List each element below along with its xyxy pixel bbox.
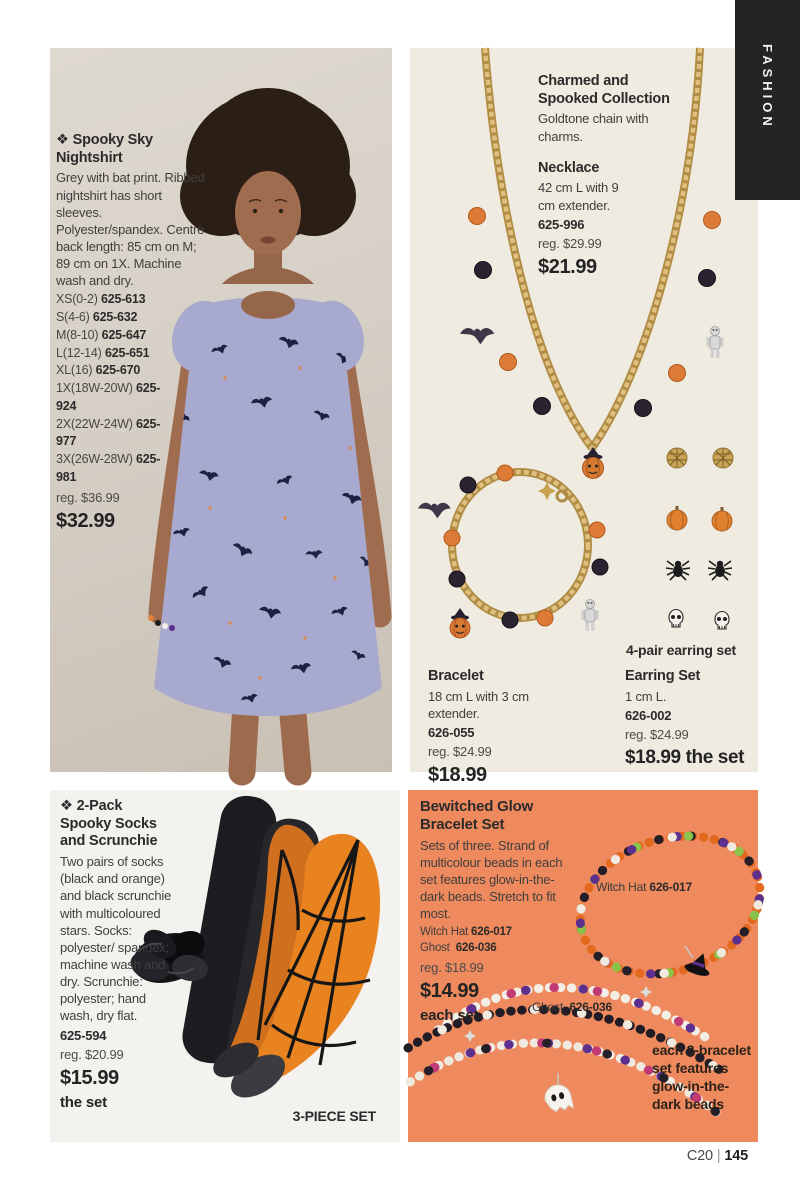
nightshirt-reg-price: reg. $36.99 <box>56 489 120 505</box>
socks-description: Two pairs of socks (black and orange) and black scrunchie with multicoloured stars. Socks: polyester/ spandex; machine wash and dry. Scrunchie: polyester; hand wash, dry flat. <box>60 854 172 1024</box>
skull-earring-icon <box>669 610 683 628</box>
necklace-name: Necklace <box>538 159 600 176</box>
size-label: 1X(18W-20W) <box>56 381 133 396</box>
nightshirt-photo-panel <box>50 48 392 772</box>
item-code: 625-977 <box>56 416 161 449</box>
web-earring-icon <box>713 448 733 468</box>
diamond-bullet-icon: ❖ <box>56 132 69 148</box>
item-code: 625-981 <box>56 452 161 484</box>
pumpkin-charm-icon <box>583 447 604 479</box>
socks-reg-price: reg. $20.99 <box>60 1046 124 1062</box>
bracelet-info <box>428 668 558 787</box>
variant-name: Ghost <box>420 942 450 955</box>
necklace-description: 42 cm L with 9 cm extender. <box>538 180 619 213</box>
variant-row-ghost <box>420 940 572 956</box>
collection-description: Goldtone chain with charms. <box>538 111 649 144</box>
necklace-sale-price: $21.99 <box>538 255 597 278</box>
pumpkin-earring-icon <box>712 507 732 531</box>
variant-row-witch-hat <box>420 924 572 940</box>
size-label: XL(16) <box>56 363 93 378</box>
bracelet-reg-price: reg. $24.99 <box>428 744 492 760</box>
bewitched-description: Sets of three. Strand of multicolour beads in each set features glow-in-the-dark beads. Stretch to fit most. <box>420 837 563 922</box>
bewitched-sale-price: $14.99 <box>420 979 479 1002</box>
bewitched-info <box>420 798 572 1024</box>
bewitched-title: Bewitched Glow Bracelet Set <box>420 798 534 834</box>
skull-earring-icon <box>715 612 729 630</box>
size-label: 3X(26W-28W) <box>56 452 133 467</box>
footer-catalog-code: C20 <box>686 1148 713 1164</box>
nightshirt-description: Grey with bat print. Ribbed nightshirt has short sleeves. Polyester/spandex. Centre back length: 85 cm on M; 89 cm on 1X. Machine wash and dry. <box>56 170 205 289</box>
bewitched-panel <box>408 790 758 1142</box>
size-row <box>56 451 176 487</box>
nightshirt-sale-price: $32.99 <box>56 509 115 532</box>
earring-set-sale-price: $18.99 the set <box>625 747 745 768</box>
size-label: L(12-14) <box>56 345 102 360</box>
spider-earring-icon <box>708 561 732 580</box>
bat-charm-icon <box>460 328 494 344</box>
socks-code: 625-594 <box>60 1027 107 1043</box>
necklace-info <box>538 160 686 279</box>
fashion-tab-label: FASHION <box>760 44 775 130</box>
bracelet-sale-price: $18.99 <box>428 764 487 787</box>
variant-code: 626-017 <box>471 926 512 939</box>
bat-charm-icon <box>418 503 451 518</box>
footer-separator: | <box>716 1148 721 1164</box>
size-row <box>56 345 176 363</box>
earring-set-code: 626-002 <box>625 707 672 723</box>
socks-title: 2-Pack Spooky Socks and Scrunchie <box>60 798 158 850</box>
witch-hat-bracelet <box>562 814 778 996</box>
spider-earring-icon <box>666 561 690 580</box>
bewitched-price-suffix: each set <box>420 1006 479 1024</box>
size-label: XS(0-2) <box>56 292 98 307</box>
variant-code: 626-036 <box>455 942 497 955</box>
socks-sale-price: $15.99 <box>60 1066 119 1089</box>
earring-set-info <box>625 668 750 769</box>
nightshirt-title: Spooky Sky Nightshirt <box>56 132 153 166</box>
size-row <box>56 291 176 309</box>
socks-title-row <box>60 798 174 851</box>
socks-info <box>60 798 174 1111</box>
collection-info <box>538 73 686 279</box>
size-row <box>56 309 176 327</box>
witch-hat-charm-icon <box>683 949 715 978</box>
witch-hat-label <box>596 880 692 894</box>
bracelet-name: Bracelet <box>428 668 484 684</box>
label-code: 626-017 <box>649 880 692 894</box>
bewitched-reg-price: reg. $18.99 <box>420 959 484 975</box>
three-piece-badge: 3-PIECE SET <box>292 1108 376 1124</box>
collection-title: Charmed and Spooked Collection <box>538 73 670 107</box>
size-label: S(4-6) <box>56 310 90 325</box>
web-earring-icon <box>667 448 687 468</box>
glow-callout: each 3-bracelet set features glow-in-the-dark beads <box>652 1042 751 1112</box>
earring-set-reg-price: reg. $24.99 <box>625 727 689 742</box>
bracelet-chain <box>452 472 588 618</box>
necklace-reg-price: reg. $29.99 <box>538 235 602 251</box>
jewelry-panel <box>410 48 758 787</box>
item-code: 625-924 <box>56 381 161 413</box>
size-row <box>56 327 176 345</box>
earring-set-name: Earring Set <box>625 668 701 684</box>
earring-set-art <box>666 448 733 629</box>
item-code: 625-670 <box>95 363 141 378</box>
ghost-charm-icon <box>543 1083 574 1114</box>
page-footer <box>687 1148 748 1164</box>
diamond-bullet-icon: ❖ <box>60 798 73 814</box>
socks-price-suffix: the set <box>60 1093 107 1111</box>
item-code: 625-613 <box>100 292 146 307</box>
size-row <box>56 380 176 416</box>
ghost-label <box>532 1000 612 1014</box>
nightshirt-size-list <box>56 291 176 486</box>
item-code: 625-647 <box>101 327 147 342</box>
earring-set-description: 1 cm L. <box>625 688 667 704</box>
label-code: 626-036 <box>569 1000 612 1014</box>
size-label: M(8-10) <box>56 327 99 342</box>
nightshirt-title-row <box>56 132 178 167</box>
pumpkin-charm-icon <box>450 608 470 638</box>
earring-set-caption: 4-pair earring set <box>626 642 736 658</box>
fashion-tab <box>735 0 800 200</box>
pumpkin-earring-icon <box>667 506 687 530</box>
nightshirt-info <box>56 132 212 533</box>
bracelet-description: 18 cm L with 3 cm extender. <box>428 688 529 721</box>
bracelet-code: 626-055 <box>428 725 475 740</box>
label-name: Ghost <box>532 1000 564 1014</box>
skeleton-charm-icon <box>582 600 599 632</box>
bracelet-charms <box>418 465 608 638</box>
skeleton-charm-icon <box>707 327 724 359</box>
footer-page-number: 145 <box>724 1148 748 1164</box>
size-label: 2X(22W-24W) <box>56 416 133 431</box>
item-code: 625-651 <box>104 345 150 360</box>
size-row <box>56 416 176 452</box>
necklace-code: 625-996 <box>538 216 585 232</box>
label-name: Witch Hat <box>596 880 647 894</box>
star-spacer-icon <box>640 986 652 998</box>
item-code: 625-632 <box>92 310 138 325</box>
size-row <box>56 362 176 380</box>
charm-link <box>685 946 693 958</box>
star-spacer-icon <box>464 1030 476 1042</box>
socks-panel <box>50 790 400 1142</box>
variant-name: Witch Hat <box>420 926 469 939</box>
